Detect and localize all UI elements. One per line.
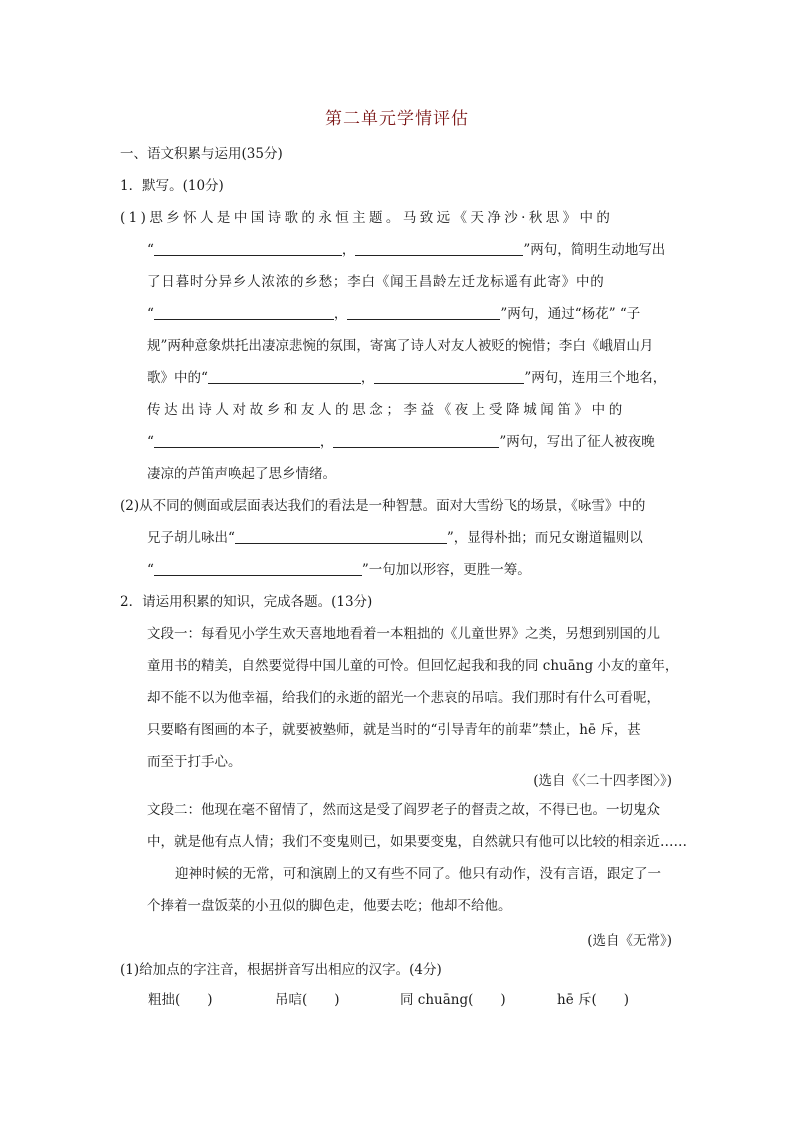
passage2-source: (选自《无常》) bbox=[587, 933, 672, 949]
line-tail: ”两句，写出了征人被夜晚 bbox=[499, 434, 655, 450]
q1-p1-line1: (1)思乡怀人是中国诗歌的永恒主题。马致远《天净沙·秋思》中的 bbox=[120, 210, 614, 226]
fill-blank-1[interactable] bbox=[154, 241, 342, 256]
line-head: 歌》中的“ bbox=[147, 370, 208, 386]
line-tail: ”两句，通过“杨花” “子 bbox=[500, 306, 641, 322]
q1-p1-line4 bbox=[147, 305, 640, 323]
q1-p2-line3 bbox=[147, 561, 531, 579]
q1-p1-line3: 了日暮时分异乡人浓浓的乡愁；李白《闻王昌龄左迁龙标遥有此寄》中的 bbox=[147, 274, 605, 290]
comma: ， bbox=[341, 242, 356, 258]
fill-blank-3[interactable] bbox=[154, 305, 334, 320]
pinyin-item-3[interactable]: 同 chuāng( ) bbox=[400, 992, 506, 1008]
pinyin-item-2[interactable]: 吊唁( ) bbox=[275, 992, 340, 1008]
question-2-label: 2．请运用积累的知识，完成各题。(13分) bbox=[120, 594, 373, 610]
q1-p1-line2 bbox=[147, 241, 665, 259]
fill-blank-5[interactable] bbox=[208, 369, 361, 384]
passage1-line5: 而至于打手心。 bbox=[147, 754, 242, 770]
passage1-line2: 童用书的精美，自然要觉得中国儿童的可怜。但回忆起我和我的同 chuāng 小友的童年， bbox=[147, 658, 679, 674]
fill-blank-10[interactable] bbox=[154, 561, 362, 576]
fill-blank-6[interactable] bbox=[374, 369, 524, 384]
comma: ， bbox=[360, 370, 375, 386]
passage2-line2: 中，就是他有点人情；我们不变鬼则已，如果要变鬼，自然就只有他可以比较的相亲近…… bbox=[147, 834, 687, 850]
quote-open: “ bbox=[147, 306, 154, 322]
subquestion-1-label: (1)给加点的字注音，根据拼音写出相应的汉字。(4分) bbox=[120, 962, 442, 978]
line-tail: ”两句，简明生动地写出 bbox=[523, 242, 666, 258]
passage2-line1: 文段二：他现在毫不留情了，然而这是受了阎罗老子的督责之故，不得已也。一切鬼众 bbox=[147, 802, 660, 818]
fill-blank-7[interactable] bbox=[154, 433, 320, 448]
quote-open: “ bbox=[147, 242, 154, 258]
line-tail: ”两句，连用三个地名， bbox=[524, 370, 667, 386]
passage2-line4: 个捧着一盘饭菜的小丑似的脚色走，他要去吃；他却不给他。 bbox=[147, 898, 512, 914]
question-1-label: 1．默写。(10分) bbox=[120, 178, 224, 194]
pinyin-item-4[interactable]: hē 斥( ) bbox=[557, 992, 630, 1008]
quote-open: “ bbox=[147, 562, 154, 578]
passage1-source: (选自《〈二十四孝图〉》) bbox=[533, 773, 672, 789]
fill-blank-4[interactable] bbox=[347, 305, 500, 320]
fill-blank-2[interactable] bbox=[355, 241, 523, 256]
pinyin-item-1[interactable]: 粗拙( ) bbox=[148, 992, 213, 1008]
fill-blank-9[interactable] bbox=[235, 529, 447, 544]
quote-open: “ bbox=[147, 434, 154, 450]
fill-blank-8[interactable] bbox=[333, 433, 499, 448]
line-head: 兄子胡儿咏出“ bbox=[147, 530, 235, 546]
q1-p1-line9: 凄凉的芦笛声唤起了思乡情绪。 bbox=[147, 466, 336, 482]
line-tail: ”，显得朴拙；而兄女谢道韫则以 bbox=[446, 530, 643, 546]
passage1-line3: 却不能不以为他幸福，给我们的永逝的韶光一个悲哀的吊唁。我们那时有什么可看呢， bbox=[147, 690, 660, 706]
passage2-line3: 迎神时候的无常，可和演剧上的又有些不同了。他只有动作，没有言语，跟定了一 bbox=[175, 866, 661, 882]
q1-p1-line6 bbox=[147, 369, 666, 387]
q1-p2-line2 bbox=[147, 529, 643, 547]
passage1-line1: 文段一：每看见小学生欢天喜地地看着一本粗拙的《儿童世界》之类，另想到别国的儿 bbox=[147, 626, 660, 642]
section-heading: 一、语文积累与运用(35分) bbox=[120, 146, 283, 162]
q1-p1-line5: 规”两种意象烘托出凄凉悲惋的氛围，寄寓了诗人对友人被贬的惋惜；李白《峨眉山月 bbox=[147, 338, 654, 354]
comma: ， bbox=[333, 306, 348, 322]
q1-p2-line1: (2)从不同的侧面或层面表达我们的看法是一种智慧。面对大雪纷飞的场景，《咏雪》中的 bbox=[120, 498, 646, 514]
q1-p1-line7: 传达出诗人对故乡和友人的思念；李益《夜上受降城闻笛》中的 bbox=[147, 402, 626, 418]
passage1-line4: 只要略有图画的本子，就要被塾师，就是当时的“引导青年的前辈”禁止，hē 斥，甚 bbox=[147, 722, 641, 738]
line-tail: ”一句加以形容，更胜一筹。 bbox=[361, 562, 531, 578]
comma: ， bbox=[319, 434, 334, 450]
q1-p1-line8 bbox=[147, 433, 655, 451]
page-title: 第二单元学情评估 bbox=[325, 109, 469, 129]
